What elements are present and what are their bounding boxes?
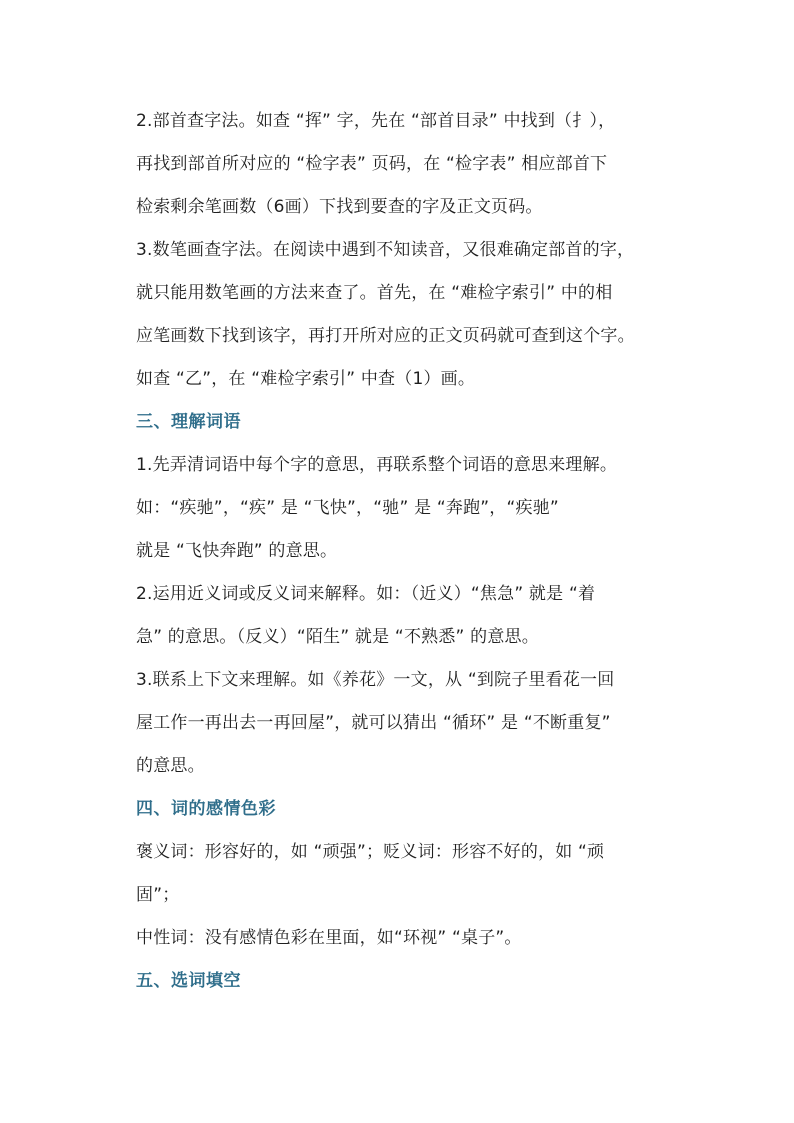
text-line: 就是 “飞快奔跑” 的意思。	[136, 541, 338, 561]
paragraph-stroke-lookup	[136, 229, 676, 401]
text-line: 3.联系上下文来理解。如《养花》一文，从 “到院子里看花一回	[136, 670, 615, 690]
paragraph-commendatory-derogatory	[136, 831, 676, 917]
text-line: 2.部首查字法。如查 “挥” 字，先在 “部首目录” 中找到（扌），	[136, 111, 616, 131]
text-line: 3.数笔画查字法。在阅读中遇到不知读音，又很难确定部首的字，	[136, 240, 635, 260]
text-line: 中性词：没有感情色彩在里面，如“环视” “桌子”。	[136, 928, 522, 948]
text-line: 再找到部首所对应的 “检字表” 页码，在 “检字表” 相应部首下	[136, 154, 608, 174]
text-line: 如：“疾驰”，“疾” 是 “飞快”，“驰” 是 “奔跑”，“疾驰”	[136, 498, 559, 518]
paragraph-method-2	[136, 573, 676, 659]
paragraph-method-3	[136, 659, 676, 788]
text-line: 应笔画数下找到该字，再打开所对应的正文页码就可查到这个字。	[136, 326, 635, 346]
text-line: 的意思。	[136, 756, 205, 776]
text-line: 1.先弄清词语中每个字的意思，再联系整个词语的意思来理解。	[136, 455, 618, 475]
section-heading-understand-words: 三、理解词语	[136, 412, 241, 432]
text-line: 2.运用近义词或反义词来解释。如：（近义）“焦急” 就是 “着	[136, 584, 596, 604]
text-line: 屋工作一再出去一再回屋”，就可以猜出 “循环” 是 “不断重复”	[136, 713, 611, 733]
paragraph-radical-lookup	[136, 100, 676, 229]
paragraph-neutral-words	[136, 917, 676, 960]
text-line: 褒义词：形容好的，如 “顽强”；贬义词：形容不好的，如 “顽	[136, 842, 605, 862]
document-body	[136, 100, 676, 1003]
section-heading-word-emotion: 四、词的感情色彩	[136, 799, 276, 819]
text-line: 急” 的意思。（反义）“陌生” 就是 “不熟悉” 的意思。	[136, 627, 539, 647]
section-heading-choose-words: 五、选词填空	[136, 971, 241, 991]
text-line: 就只能用数笔画的方法来查了。首先，在 “难检字索引” 中的相	[136, 283, 613, 303]
text-line: 固”；	[136, 885, 180, 905]
text-line: 检索剩余笔画数（6画）下找到要查的字及正文页码。	[136, 197, 543, 217]
paragraph-example-jichi	[136, 487, 676, 573]
paragraph-method-1	[136, 444, 676, 487]
text-line: 如查 “乙”，在 “难检字索引” 中查（1）画。	[136, 369, 476, 389]
